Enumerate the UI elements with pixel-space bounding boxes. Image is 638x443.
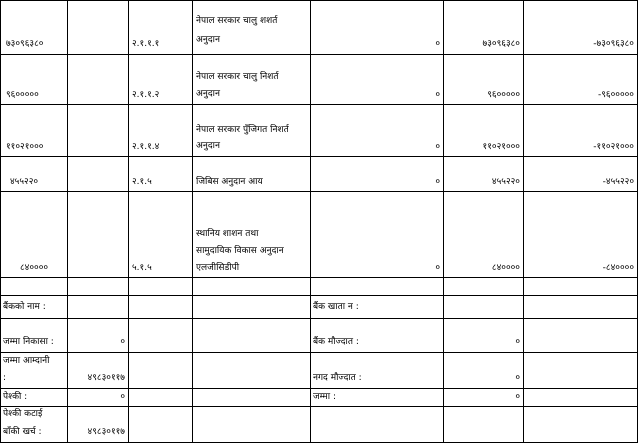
advance-deduction-label[interactable]: बाँकी खर्च : [3,427,42,437]
amount-cell[interactable]: ९६००००० [6,90,39,100]
amount-cell[interactable]: ८४०००० [20,263,49,273]
row-line [0,0,638,1]
description-line[interactable]: अनुदान [196,141,220,151]
total-withdrawal-value[interactable]: ० [120,337,125,347]
row-line [0,388,638,389]
amount2-cell[interactable]: ७३०९६३८० [482,39,520,49]
description-line[interactable]: नेपाल सरकार चालु शशर्त [196,16,278,26]
description-line[interactable]: नेपाल सरकार पुँजिगत निशर्त [196,125,289,135]
difference-cell[interactable]: -४५५२२० [602,177,634,187]
advance-value[interactable]: ० [120,392,125,402]
row-line [0,318,638,319]
advance-deduction-label[interactable]: पेश्की कटाई [3,409,43,419]
code-cell[interactable]: २.१.१.४ [132,142,160,152]
bank-balance-value[interactable]: ० [515,337,520,347]
row-line [0,104,638,105]
amount-cell[interactable]: ११०२१००० [6,142,44,152]
code-cell[interactable]: ५.१.५ [132,263,152,273]
col-line [310,0,311,443]
code-cell[interactable]: २.१.१.२ [132,90,160,100]
row-line [0,156,638,157]
amount2-cell[interactable]: ११०२१००० [482,142,520,152]
difference-cell[interactable]: -८४०००० [602,263,634,273]
difference-cell[interactable]: -११०२१००० [593,142,634,152]
row-line [0,191,638,192]
total-income-label[interactable]: जम्मा आम्दानी [3,356,50,366]
zero-cell[interactable]: ० [435,177,440,187]
difference-cell[interactable]: -७३०९६३८० [593,39,634,49]
description-line[interactable]: अनुदान [196,35,220,45]
description-line[interactable]: एलजीसिडीपी [196,263,240,273]
zero-cell[interactable]: ० [435,142,440,152]
amount-cell[interactable]: ७३०९६३८० [6,39,44,49]
row-line [0,352,638,353]
col-line [192,0,193,443]
amount2-cell[interactable]: ८४०००० [491,263,520,273]
bank-balance-label[interactable]: बैंक मौज्दात : [313,337,359,347]
advance-label[interactable]: पेश्की : [3,392,28,402]
zero-cell[interactable]: ० [435,39,440,49]
total-value[interactable]: ० [515,392,520,402]
description-line[interactable]: नेपाल सरकार चालु निशर्त [196,72,279,82]
amount2-cell[interactable]: ४५५२२० [491,177,520,187]
total-withdrawal-label[interactable]: जम्मा निकासा : [3,337,54,347]
col-line [443,0,444,443]
row-line [0,54,638,55]
amount-cell[interactable]: ४५५२२० [10,177,39,187]
description-line[interactable]: जिबिस अनुदान आय [196,177,263,187]
description-line[interactable]: स्थानिय शाशन तथा [196,229,259,239]
total-label[interactable]: जम्मा : [313,392,336,402]
description-line[interactable]: अनुदान [196,89,220,99]
row-line [0,406,638,407]
difference-cell[interactable]: -९६००००० [597,90,634,100]
row-line [0,277,638,278]
amount2-cell[interactable]: ९६००००० [487,90,520,100]
col-line [523,0,524,443]
code-cell[interactable]: २.१.१.१ [132,39,160,49]
bank-name-label[interactable]: बैंकको नाम : [3,302,46,312]
cash-balance-value[interactable]: ० [515,373,520,383]
bank-account-label[interactable]: बैंक खाता न : [313,302,359,312]
zero-cell[interactable]: ० [435,263,440,273]
code-cell[interactable]: २.१.५ [132,177,152,187]
cash-balance-label[interactable]: नगद मौज्दात : [313,373,362,383]
zero-cell[interactable]: ० [435,90,440,100]
total-income-label[interactable]: : [3,373,7,383]
description-line[interactable]: सामुदायिक विकास अनुदान [196,246,284,256]
row-line [0,295,638,296]
total-income-value[interactable]: ४९८३०११७ [87,373,125,383]
col-line [128,0,129,443]
advance-deduction-value[interactable]: ४९८३०११७ [87,427,125,437]
col-line [0,0,1,443]
